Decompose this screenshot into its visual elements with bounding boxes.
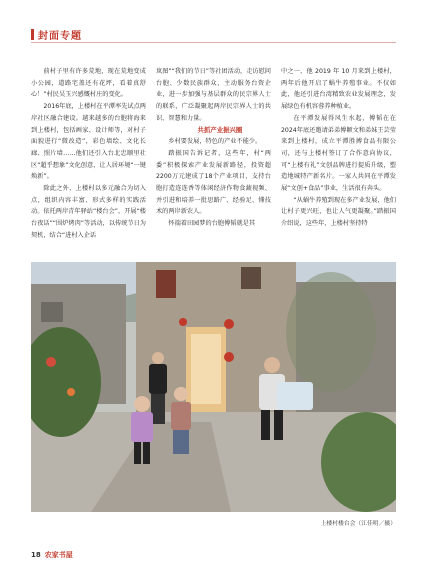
- article-body: [31, 66, 396, 249]
- header-accent-bar: [31, 29, 34, 40]
- article-column-1: [31, 66, 146, 249]
- section-subheading: 共抓产业振兴圈: [197, 125, 243, 134]
- paragraph: “从蜗牛养殖到现在多产业发展，他们让村子更兴旺，也让人气更凝聚。”踏振国介绍说，这些年，上楼村坚持特: [281, 196, 396, 228]
- page-footer: [31, 550, 73, 560]
- paragraph: 除此之外，上楼村以多元融合为切入点，组织内容丰富、形式多样的实践活动。依托两岸青年驿站“楼台会”，开展“楼台夜话”“围炉烤肉”等活动，以传统节日为契机，结合“进村入企话: [31, 185, 146, 239]
- paragraph: 乡村要发展，特色的产业不能少。: [168, 138, 262, 146]
- article-column-3: [281, 66, 396, 249]
- paragraph: 前村子里有许多荒地，现在荒地变成小公园，道路宅盖还有花坪，看着真舒心！”村民吴玉兴感慨村庄的变化。: [31, 68, 146, 99]
- section-title: 封面专题: [38, 31, 82, 42]
- paragraph: 在平潭发展得风生水起，傅韬在在2024年底还邀请弟弟傅颖文和弟妹王芸莹来到上楼村，成立平潭胜搏食品有限公司，还与上楼村签订了合作意向协议，可“上楼有礼”文创品牌进行提质升级，塑造地城特产新名片。一家人共同在平潭发展“文创+食品”事业，生活很有奔头。: [281, 114, 396, 193]
- header-divider: [31, 42, 396, 43]
- section-header: [31, 27, 82, 42]
- paragraph: 怀揣着田园梦的台胞傅韬就是其: [168, 220, 256, 228]
- photo-caption: 上楼村楼台会（江佳明／摄）: [320, 521, 396, 527]
- paragraph: 中之一，他 2019 年 10 月来到上楼村，两年后他开启了蜗牛养殖事业。不仅如此，他还引进台湾精致农业发展理念，发展绿色有机容蓉养种植业。: [281, 68, 396, 111]
- article-column-2: [156, 66, 271, 249]
- village-photo: [31, 262, 396, 512]
- paragraph: 岚图”“我们的节日”等社团活动，走访慰问台胞、少数民族群众，主动服务台资企业，进一步加强与基层群众的民宗界人士的联系，广泛凝聚起两岸民宗界人士的共识、智慧和力量。: [156, 68, 271, 122]
- paragraph: 踏振国告诉记者，这些年，村“两委”积极探索产业发展新路径，投资超2200万元建成了18个产业项目，支持台胞打造连连香等体闲经济作物食蔬视频、并引进和培养一批思路广、经验足、懂技术的两岸新农人。: [156, 149, 271, 216]
- magazine-name: 农家书屋: [44, 551, 73, 559]
- page-number: 18: [31, 551, 41, 559]
- paragraph: 2016年底，上楼村在平潭率先试点两岸社区融合建设。越来越多的台胞将海来到上楼村，包括画家、设计师等，对村子面貌进行“微改造”，彩色墙绘、文化长廊、照片墙……他们还引入台北忠顺里社区“超乎想象”文化创意，让人居环境“一键焕新”。: [31, 103, 146, 181]
